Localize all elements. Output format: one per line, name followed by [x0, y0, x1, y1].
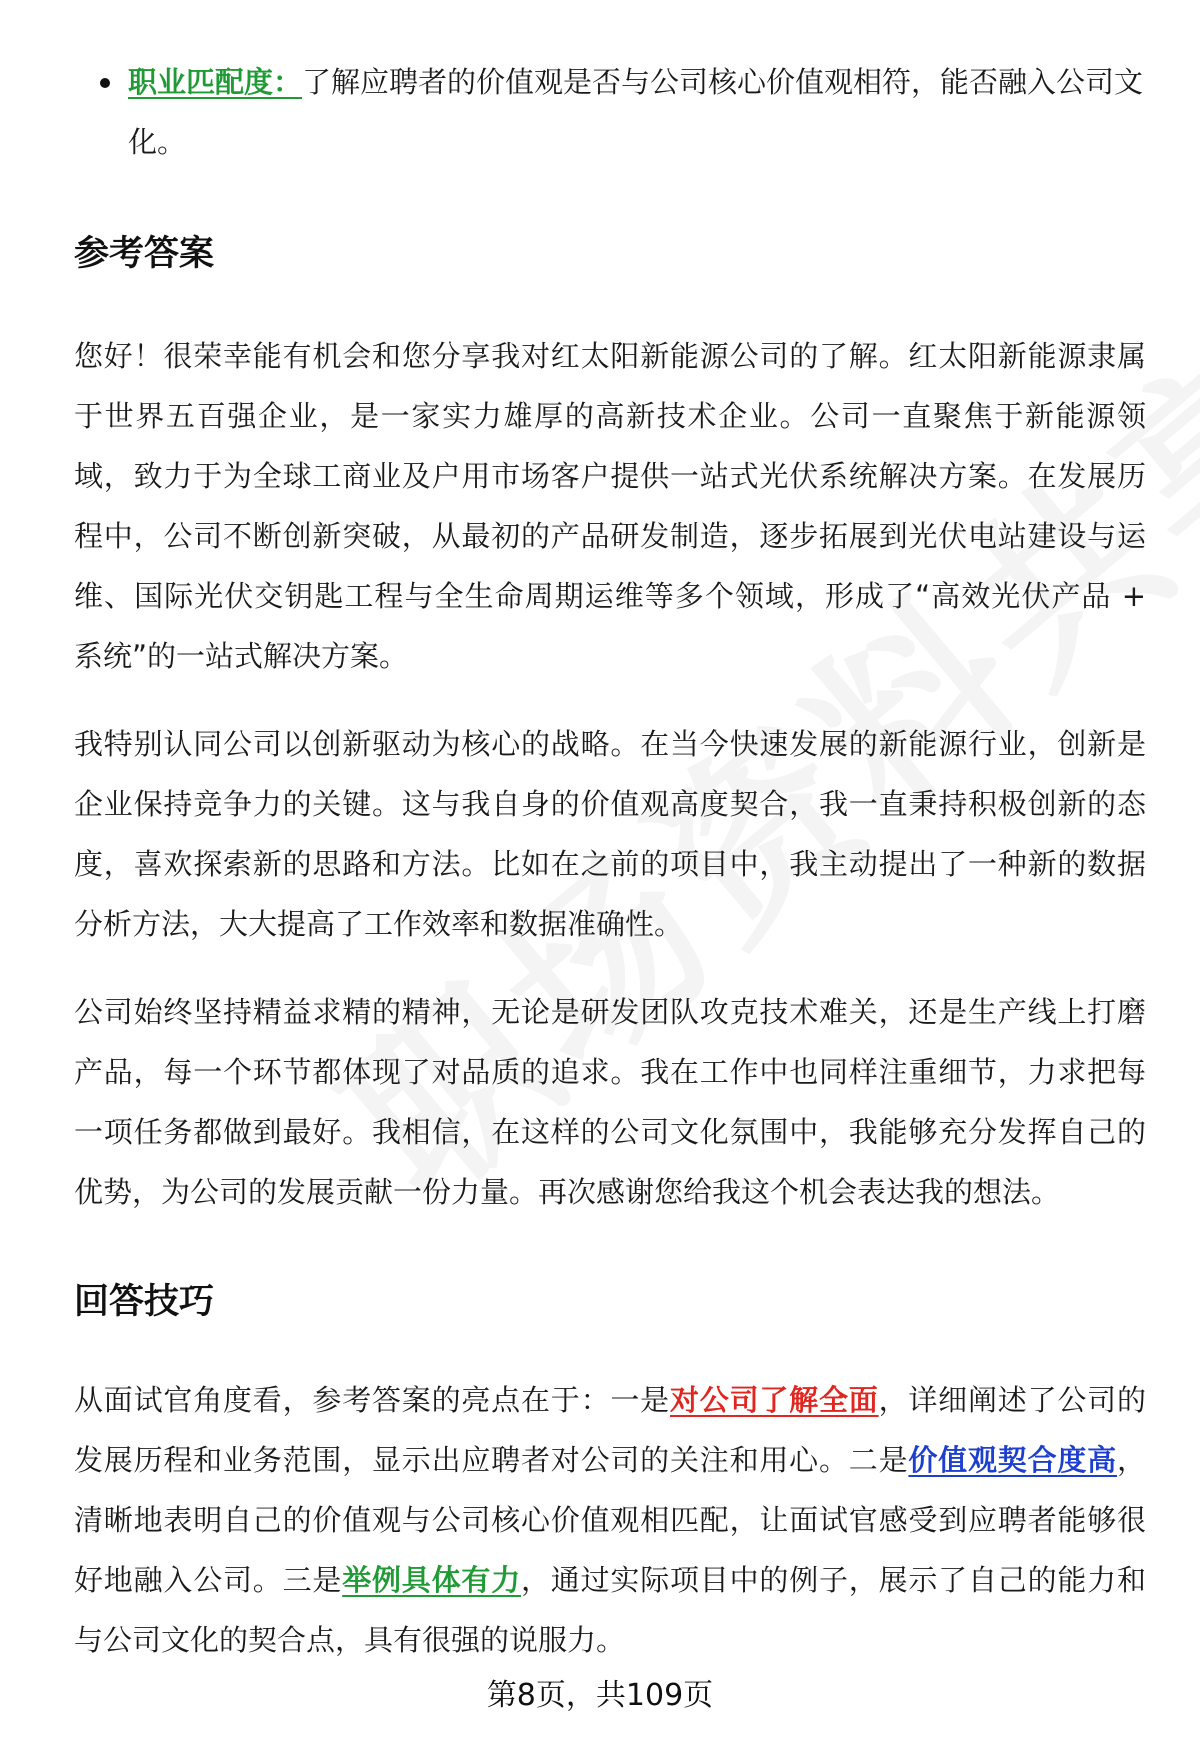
- tips-paragraph: [74, 1370, 1146, 1670]
- bullet-dot-icon: [100, 78, 110, 88]
- section-heading-answer: 参考答案: [74, 234, 215, 274]
- answer-paragraph-3: 公司始终坚持精益求精的精神，无论是研发团队攻克技术难关，还是生产线上打磨产品，每一个环节都体现了对品质的追求。我在工作中也同样注重细节，力求把每一项任务都做到最好。我相信，在这样的公司文化氛围中，我能够充分发挥自己的优势，为公司的发展贡献一份力量。再次感谢您给我这个机会表达我的想法。: [74, 995, 1146, 1209]
- bullet-label: 职业匹配度：: [128, 65, 303, 99]
- bullet-text: 了解应聘者的价值观是否与公司核心价值观相符，能否融入公司文化。: [128, 65, 1144, 159]
- tips-text-1: 从面试官角度看，参考答案的亮点在于：一是: [74, 1383, 670, 1417]
- bullet-item-career-fit: [74, 52, 1146, 172]
- answer-paragraph-1: 您好！很荣幸能有机会和您分享我对红太阳新能源公司的了解。红太阳新能源隶属于世界五百强企业，是一家实力雄厚的高新技术企业。公司一直聚焦于新能源领域，致力于为全球工商业及户用市场客户提供一站式光伏系统解决方案。在发展历程中，公司不断创新突破，从最初的产品研发制造，逐步拓展到光伏电站建设与运维、国际光伏交钥匙工程与全生命周期运维等多个领域，形成了“高效光伏产品 + 系统”的一站式解决方案。: [74, 339, 1146, 673]
- tips-text-2: ，详细阐述了公司的发展历程和业务范围，显示出应聘者对公司的关注和用心。二是: [74, 1383, 1146, 1477]
- highlight-company-knowledge: 对公司了解全面: [669, 1383, 879, 1417]
- answer-paragraph-2: 我特别认同公司以创新驱动为核心的战略。在当今快速发展的新能源行业，创新是企业保持竞争力的关键。这与我自身的价值观高度契合，我一直秉持积极创新的态度，喜欢探索新的思路和方法。比如在之前的项目中，我主动提出了一种新的数据分析方法，大大提高了工作效率和数据准确性。: [74, 727, 1146, 941]
- document-page: [74, 52, 1146, 1670]
- section-heading-tips: 回答技巧: [74, 1282, 215, 1322]
- tips-text-4: ，通过实际项目中的例子，展示了自己的能力和与公司文化的契合点，具有很强的说服力。: [74, 1563, 1146, 1657]
- page-number-footer: 第8页，共109页: [486, 1678, 714, 1713]
- highlight-value-fit: 价值观契合度高: [908, 1443, 1117, 1477]
- tips-text-3: ，清晰地表明自己的价值观与公司核心价值观相匹配，让面试官感受到应聘者能够很好地融入公司。三是: [74, 1443, 1146, 1597]
- highlight-concrete-examples: 举例具体有力: [342, 1563, 521, 1597]
